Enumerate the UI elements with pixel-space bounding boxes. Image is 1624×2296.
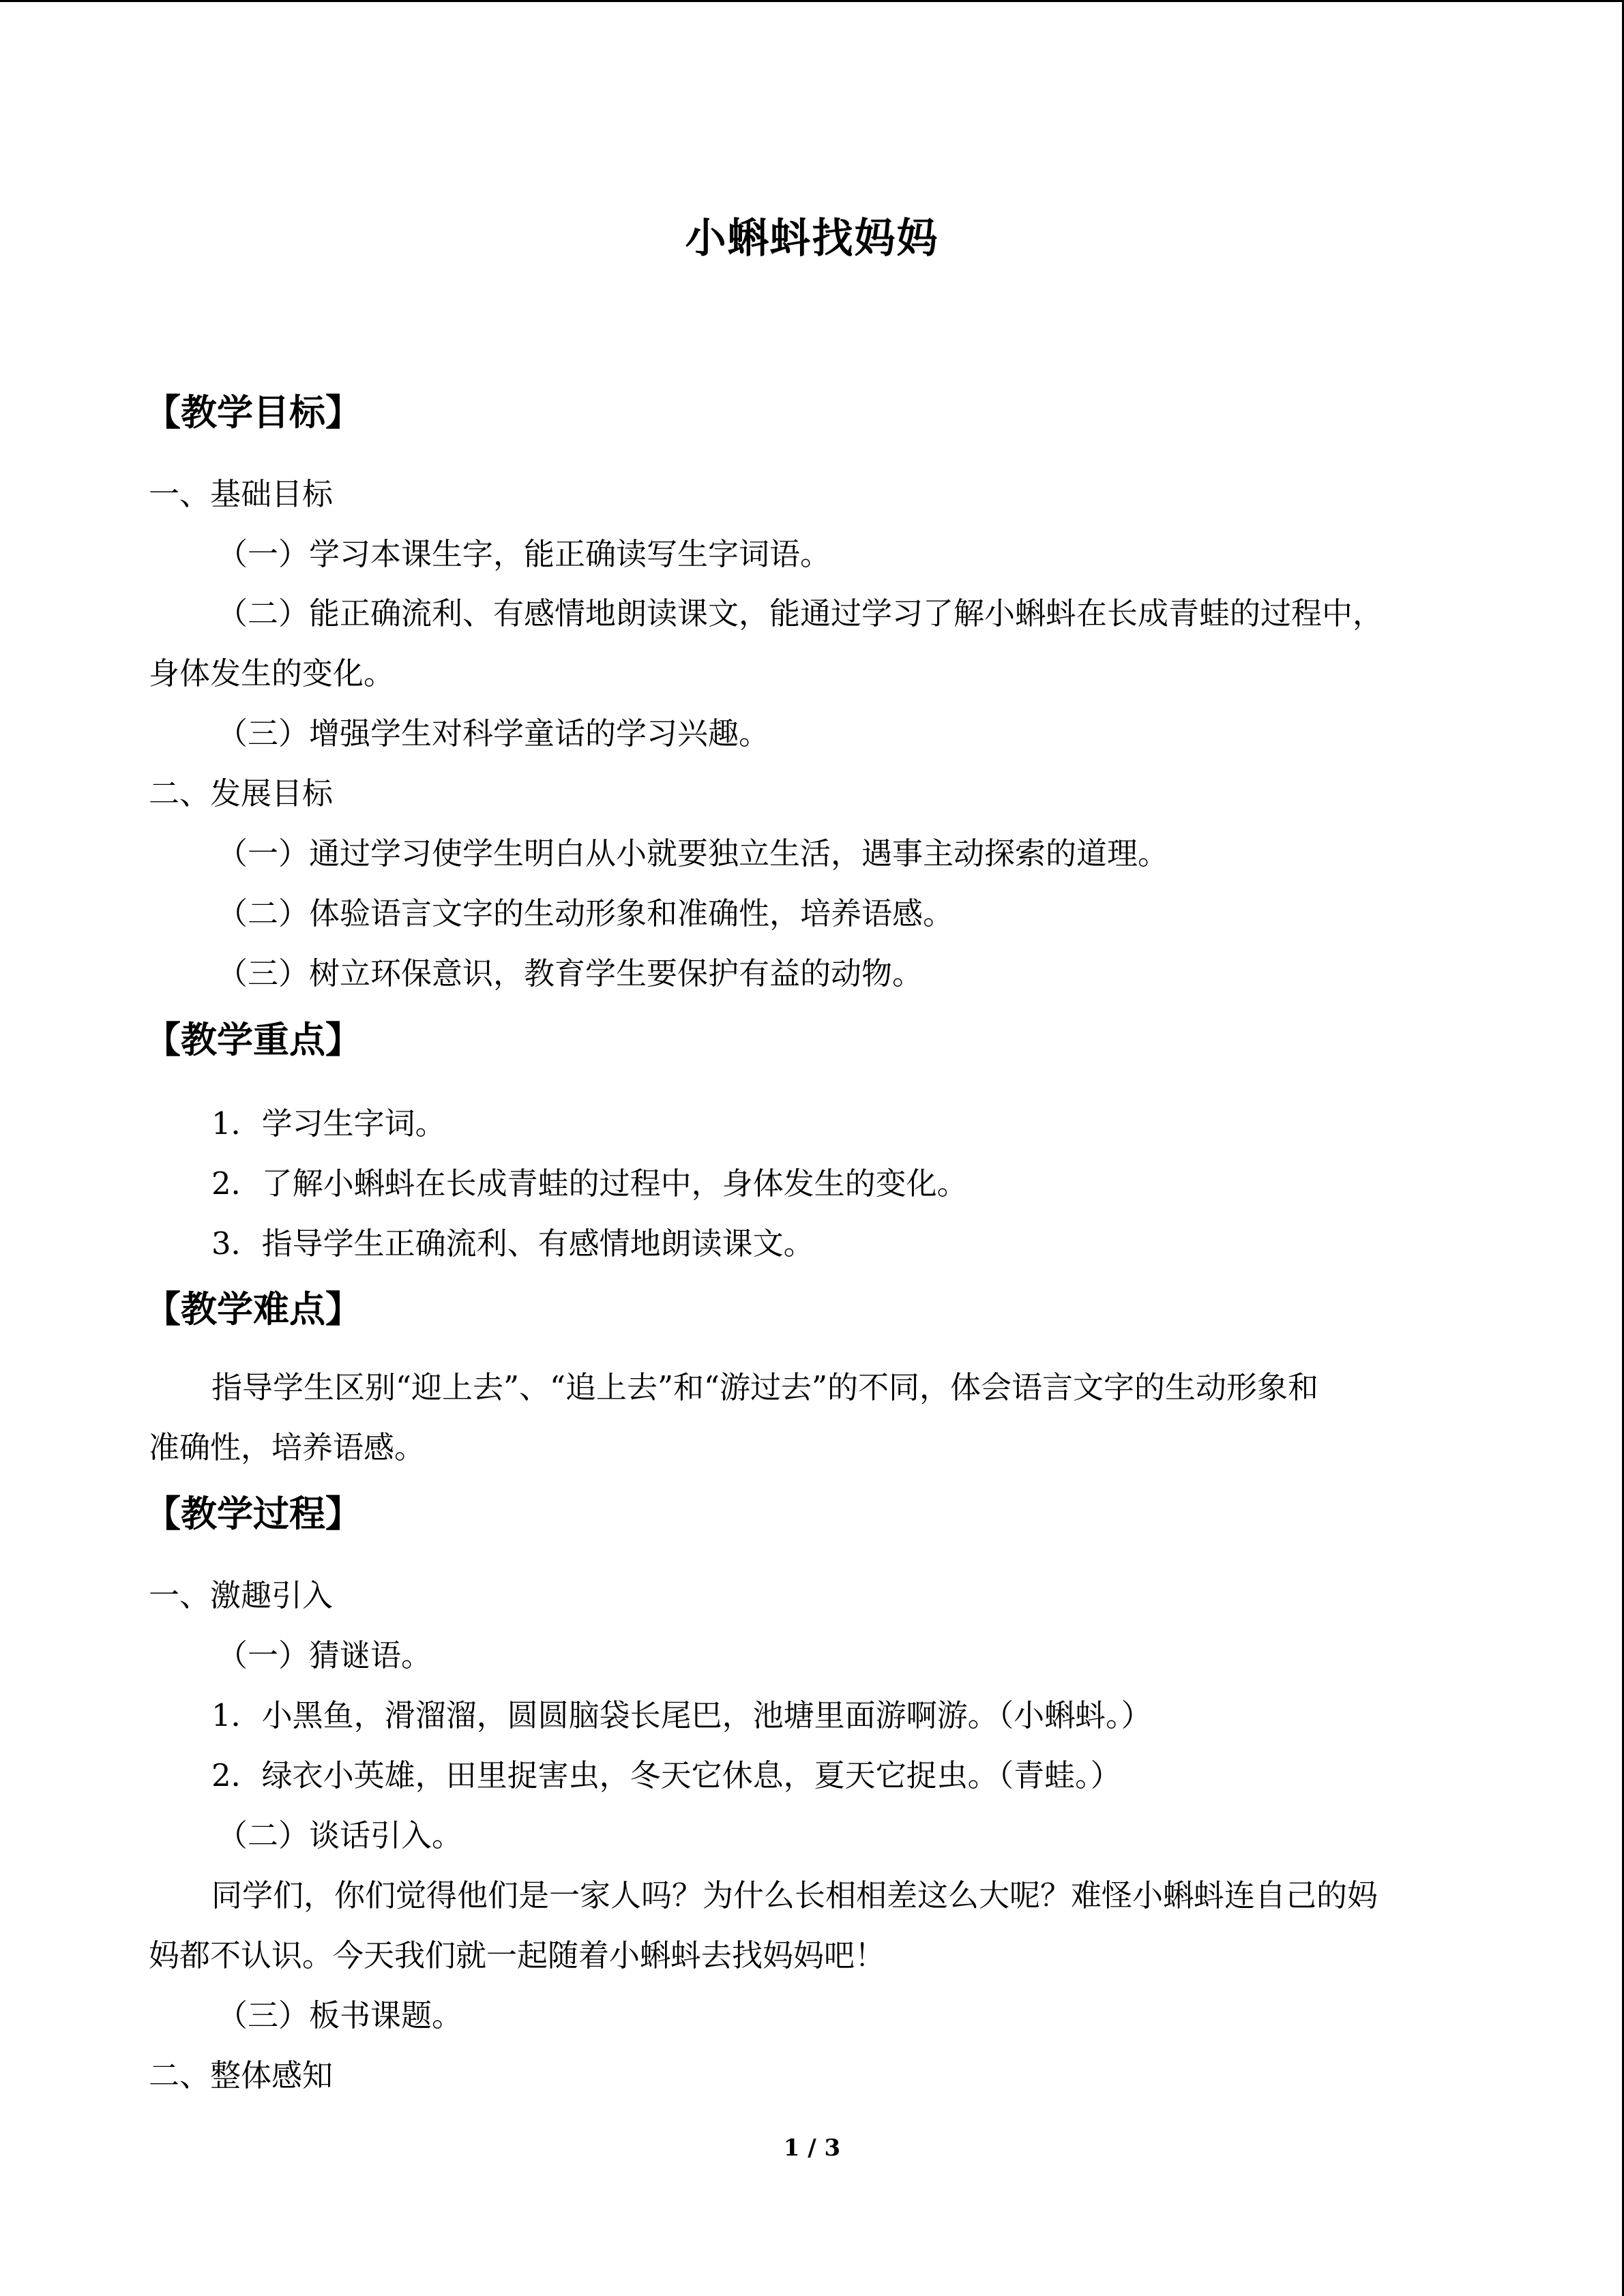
key-point-item-2: 2．了解小蝌蚪在长成青蛙的过程中，身体发生的变化。	[211, 1165, 968, 1202]
basic-goal-item-2-line-1: （二）能正确流利、有感情地朗读课文，能通过学习了解小蝌蚪在长成青蛙的过程中，	[217, 595, 1384, 631]
basic-goals-label: 一、基础目标	[149, 476, 334, 512]
process-sub-3: （三）板书课题。	[217, 1997, 463, 2033]
process-sub-1: （一）猜谜语。	[217, 1637, 432, 1673]
key-point-item-3: 3．指导学生正确流利、有感情地朗读课文。	[211, 1225, 814, 1262]
page-indicator: 1 / 3	[783, 2134, 841, 2162]
process-sub-2: （二）谈话引入。	[217, 1817, 463, 1853]
process-part-2-label: 二、整体感知	[149, 2057, 334, 2093]
development-goal-item-2: （二）体验语言文字的生动形象和准确性，培养语感。	[217, 895, 954, 931]
basic-goal-item-2-line-2: 身体发生的变化。	[149, 655, 395, 691]
development-goal-item-3: （三）树立环保意识，教育学生要保护有益的动物。	[217, 955, 924, 992]
document-title: 小蝌蚪找妈妈	[685, 215, 939, 263]
development-goal-item-1: （一）通过学习使学生明白从小就要独立生活，遇事主动探索的道理。	[217, 835, 1169, 871]
talk-line-2: 妈都不认识。今天我们就一起随着小蝌蚪去找妈妈吧！	[149, 1937, 886, 1973]
heading-teaching-process: 【教学过程】	[145, 1493, 361, 1535]
top-border	[0, 0, 1624, 2]
talk-line-1: 同学们，你们觉得他们是一家人吗？为什么长相相差这么大呢？难怪小蝌蚪连自己的妈	[211, 1877, 1378, 1913]
difficulty-line-2: 准确性，培养语感。	[149, 1429, 426, 1465]
riddle-1: 1．小黑鱼，滑溜溜，圆圆脑袋长尾巴，池塘里面游啊游。（小蝌蚪。）	[211, 1697, 1152, 1733]
riddle-2: 2．绿衣小英雄，田里捉害虫，冬天它休息，夏天它捉虫。（青蛙。）	[211, 1757, 1121, 1793]
heading-key-points: 【教学重点】	[145, 1019, 361, 1061]
process-part-1-label: 一、激趣引入	[149, 1577, 334, 1613]
basic-goal-item-3: （三）增强学生对科学童话的学习兴趣。	[217, 715, 770, 751]
heading-difficulties: 【教学难点】	[145, 1288, 361, 1330]
basic-goal-item-1: （一）学习本课生字，能正确读写生字词语。	[217, 536, 831, 572]
key-point-item-1: 1．学习生字词。	[211, 1105, 446, 1142]
difficulty-line-1: 指导学生区别“迎上去”、“追上去”和“游过去”的不同，体会语言文字的生动形象和	[211, 1369, 1319, 1405]
heading-teaching-goals: 【教学目标】	[145, 391, 361, 434]
development-goals-label: 二、发展目标	[149, 775, 334, 811]
